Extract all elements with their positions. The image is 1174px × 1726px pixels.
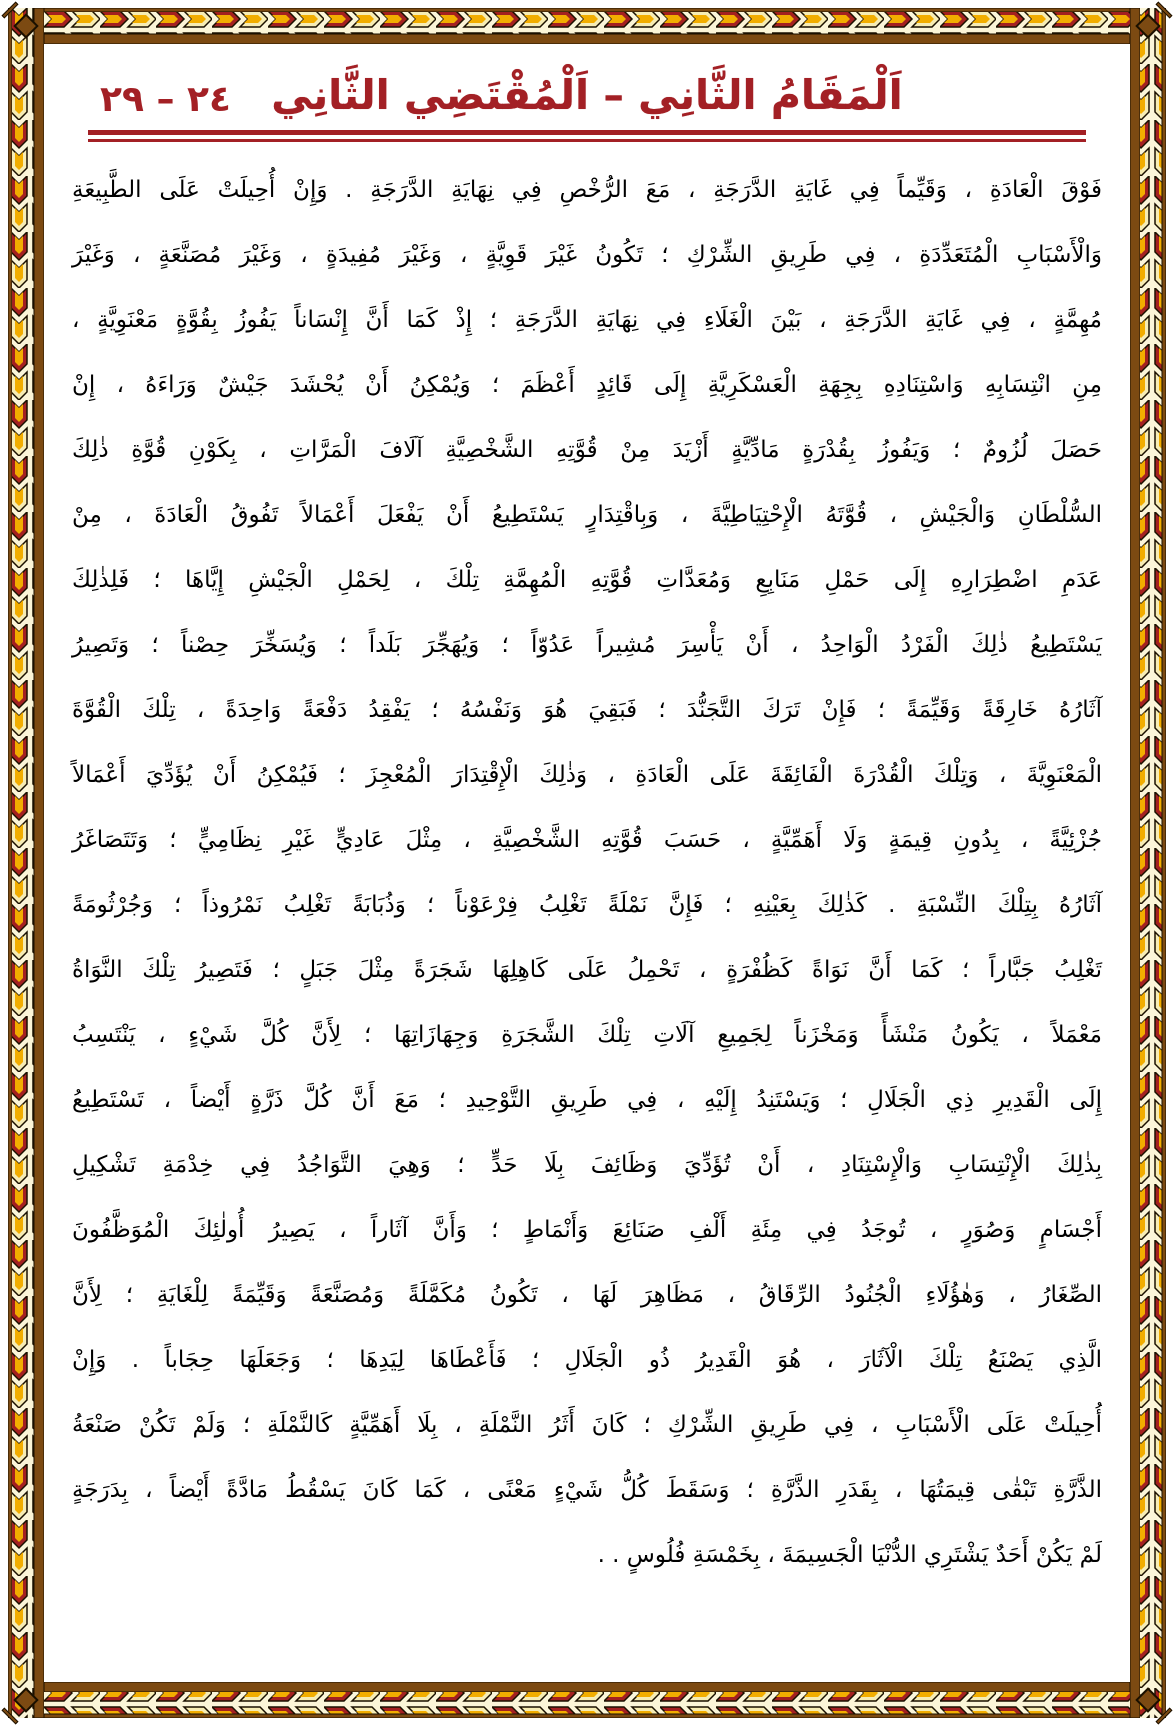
decorative-border-bottom [44,1682,1130,1718]
text-line: أُحِيلَتْ عَلَى الْأَسْبَابِ ، فِي طَرِيقِ الشِّرْكِ ؛ كَانَ أَثَرُ النَّمْلَةِ ، بِلَا أَهَمِّيَّةٍ كَالنَّمْلَةِ ؛ وَلَمْ تَكُنْ صَنْعَةُ [72,1412,1102,1438]
text-line: جُزْئِيَّةً ، بِدُونِ قِيمَةٍ وَلَا أَهَمِّيَّةٍ ، حَسَبَ قُوَّتِهِ الشَّخْصِيَّةِ ، مِثْلَ عَادِيٍّ غَيْرِ نِظَامِيٍّ ؛ وَتَتَصَاغَرُ [72,827,1102,853]
decorative-border-left [8,8,44,1718]
decorative-border-right [1130,8,1166,1718]
page-content [44,44,1130,1682]
text-line: حَصَلَ لُزُومٌ ؛ وَيَفُوزُ بِقُدْرَةٍ مَادِّيَّةٍ أَزْيَدَ مِنْ قُوَّتِهِ الشَّخْصِيَّةِ آلَافَ الْمَرَّاتِ ، بِكَوْنِ قُوَّةِ ذٰلِكَ [72,437,1102,463]
text-line: أَجْسَامٍ وَصُوَرٍ ، تُوجَدُ فِي مِئَةِ أَلْفِ صَنَائِعَ وَأَنْمَاطٍ ؛ وَأَنَّ آثَاراً ، يَصِيرُ أُولٰئِكَ الْمُوَظَّفُونَ [72,1217,1102,1243]
text-line: آثَارُهُ خَارِقَةً وَقَيِّمَةً ؛ فَإِنْ تَرَكَ التَّجَنُّدَ ؛ فَبَقِيَ هُوَ وَنَفْسُهُ ؛ يَفْقِدُ دَفْعَةً وَاحِدَةً ، تِلْكَ الْقُوَّةَ [72,697,1102,723]
title-divider [88,130,1086,142]
text-line: الْمَعْنَوِيَّةَ ، وَتِلْكَ الْقُدْرَةَ الْفَائِقَةَ عَلَى الْعَادَةِ ، وَذٰلِكَ الْإِقْتِدَارَ الْمُعْجِزَ ؛ فَيُمْكِنُ أَنْ يُؤَدِّيَ أَعْمَالاً [72,762,1102,788]
text-line: عَدَمِ اضْطِرَارِهِ إِلَى حَمْلِ مَنَابِعِ وَمُعَدَّاتِ قُوَّتِهِ الْمُهِمَّةِ تِلْكَ ، لِحَمْلِ الْجَيْشِ إِيَّاهَا ؛ فَلِذٰلِكَ [72,567,1102,593]
text-line: مُهِمَّةٍ ، فِي غَايَةِ الدَّرَجَةِ ، بَيْنَ الْغَلَاءِ فِي نِهَايَةِ الدَّرَجَةِ ؛ إِذْ كَمَا أَنَّ إِنْسَاناً يَفُوزُ بِقُوَّةٍ مَعْنَوِيَّةٍ ، [72,307,1102,333]
page-number: ٢٤ – ٢٩ [100,79,231,120]
text-line: الصِّغَارُ ، وَهٰؤُلَاءِ الْجُنُودُ الرِّقَاقُ ، مَظَاهِرَ لَهَا ، تَكُونُ مُكَمَّلَةً وَمُصَنَّعَةً وَقَيِّمَةً لِلْغَايَةِ ؛ لِأَنَّ [72,1282,1102,1308]
text-line: الذَّرَّةِ تَبْقٰى قِيمَتُهَا ، بِقَدَرِ الذَّرَّةِ ؛ وَسَقَطَ كُلُّ شَيْءٍ مَعْنًى ، كَمَا كَانَ يَسْقُطُ مَادَّةً أَيْضاً ، بِدَرَجَةٍ [72,1477,1102,1503]
page-header [70,44,1104,120]
body-paragraph [70,158,1104,1588]
text-line: إِلَى الْقَدِيرِ ذِي الْجَلَالِ ؛ وَيَسْتَنِدُ إِلَيْهِ ، فِي طَرِيقِ التَّوْحِيدِ ؛ مَعَ أَنَّ كُلَّ ذَرَّةٍ أَيْضاً ، تَسْتَطِيعُ [72,1087,1102,1113]
text-line: بِذٰلِكَ الْإِنْتِسَابِ وَالْإِسْتِنَادِ ، أَنْ تُؤَدِّيَ وَظَائِفَ بِلَا حَدٍّ ؛ وَهِيَ التَّوَاجُدُ فِي خِدْمَةِ تَشْكِيلِ [72,1152,1102,1178]
text-line: فَوْقَ الْعَادَةِ ، وَقَيِّماً فِي غَايَةِ الدَّرَجَةِ ، مَعَ الرُّخْصِ فِي نِهَايَةِ الدَّرَجَةِ . وَإِنْ أُحِيلَتْ عَلَى الطَّبِيعَةِ [72,177,1102,203]
text-line: مِنِ انْتِسَابِهِ وَاسْتِنَادِهِ بِجِهَةِ الْعَسْكَرِيَّةِ إِلَى قَائِدٍ أَعْظَمَ ؛ وَيُمْكِنُ أَنْ يُحْشَدَ جَيْشٌ وَرَاءَهُ ، إِنْ [72,372,1102,398]
page-title: اَلْمَقَامُ الثَّانِي – اَلْمُقْتَضِي الثَّانِي [271,71,903,119]
decorative-border-top [44,8,1130,44]
text-line: الَّذِي يَصْنَعُ تِلْكَ الْآثَارَ ، هُوَ الْقَدِيرُ ذُو الْجَلَالِ ؛ فَأَعْطَاهَا لِيَدِهَا ؛ وَجَعَلَهَا حِجَاباً . وَإِنْ [72,1347,1102,1373]
text-line: السُّلْطَانِ وَالْجَيْشِ ، قُوَّتَهُ الْإِحْتِيَاطِيَّةَ ، وَبِاقْتِدَارٍ يَسْتَطِيعُ أَنْ يَفْعَلَ أَعْمَالاً تَفُوقُ الْعَادَةَ ، مِنْ [72,502,1102,528]
text-line: مَعْمَلاً ، يَكُونُ مَنْشَأً وَمَخْزَناً لِجَمِيعِ آلَاتِ تِلْكَ الشَّجَرَةِ وَجِهَازَاتِهَا ؛ لِأَنَّ كُلَّ شَيْءٍ ، يَنْتَسِبُ [72,1022,1102,1048]
text-line: لَمْ يَكُنْ أَحَدٌ يَشْتَرِي الدُّنْيَا الْجَسِيمَةَ ، بِخَمْسَةِ فُلُوسٍ . . [597,1542,1102,1568]
text-line: آثَارُهُ بِتِلْكَ النِّسْبَةِ . كَذٰلِكَ بِعَيْنِهِ ؛ فَإِنَّ نَمْلَةً تَغْلِبُ فِرْعَوْناً ؛ وَذُبَابَةً تَغْلِبُ نَمْرُوذاً ؛ وَجُرْثُومَةً [72,892,1102,918]
text-line: تَغْلِبُ جَبَّاراً ؛ كَمَا أَنَّ نَوَاةً كَظُفْرَةٍ ، تَحْمِلُ عَلَى كَاهِلِهَا شَجَرَةً مِثْلَ جَبَلٍ ؛ فَتَصِيرُ تِلْكَ النَّوَاةُ [72,957,1102,983]
text-line: وَالْأَسْبَابِ الْمُتَعَدِّدَةِ ، فِي طَرِيقِ الشِّرْكِ ؛ تَكُونُ غَيْرَ قَوِيَّةٍ ، وَغَيْرَ مُفِيدَةٍ ، وَغَيْرَ مُصَنَّعَةٍ ، وَغَيْرَ [72,242,1102,268]
text-line: يَسْتَطِيعُ ذٰلِكَ الْفَرْدُ الْوَاحِدُ ، أَنْ يَأْسِرَ مُشِيراً عَدُوّاً ؛ وَيُهَجِّرَ بَلَداً ؛ وَيُسَخِّرَ حِصْناً ؛ وَتَصِيرُ [72,632,1102,658]
